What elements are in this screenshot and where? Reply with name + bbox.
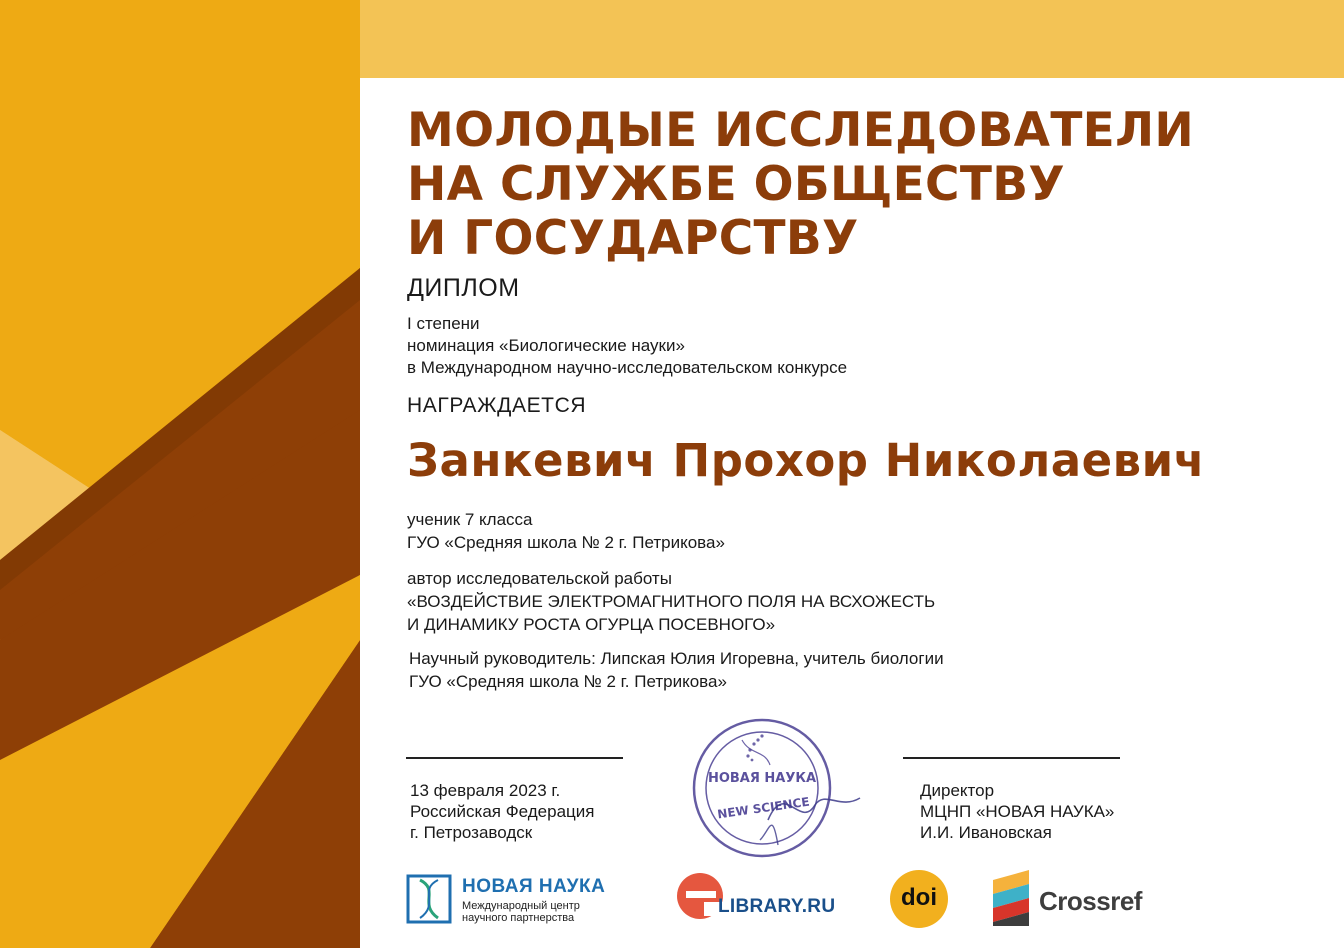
date-place-block [410, 780, 594, 843]
logo-elibrary [676, 868, 846, 924]
stamp-seal-icon [690, 710, 870, 870]
director-block [920, 780, 1114, 843]
decorative-left-panel [0, 0, 360, 948]
recipient-name: Занкевич Прохор Николаевич [407, 434, 1206, 487]
work-title-line: «ВОЗДЕЙСТВИЕ ЭЛЕКТРОМАГНИТНОГО ПОЛЯ НА ВСХОЖЕСТЬ [407, 592, 936, 611]
logo-crossref [993, 868, 1168, 928]
doi-text: doi [901, 884, 937, 911]
signature-line-left [406, 757, 623, 759]
logo-novaya-nauka [406, 870, 636, 928]
document-type: ДИПЛОМ [407, 274, 520, 302]
crossref-text: Crossref [1039, 886, 1142, 916]
work-title-line: И ДИНАМИКУ РОСТА ОГУРЦА ПОСЕВНОГО» [407, 615, 776, 634]
supervisor-info [409, 647, 944, 693]
issue-date: 13 февраля 2023 г. [410, 781, 561, 800]
student-school: ГУО «Средняя школа № 2 г. Петрикова» [407, 533, 725, 552]
logo-nauka-name: НОВАЯ НАУКА [462, 876, 606, 897]
stamp-text-ru: НОВАЯ НАУКА [707, 771, 817, 786]
stamp-text-en: NEW SCIENCE [716, 794, 811, 822]
research-work-info [407, 567, 935, 636]
title-line: НА СЛУЖБЕ ОБЩЕСТВУ [407, 157, 1065, 212]
director-title: Директор [920, 781, 995, 800]
title-line: МОЛОДЫЕ ИССЛЕДОВАТЕЛИ [407, 103, 1195, 158]
logo-nauka-sub-line: Международный центр [462, 900, 580, 912]
supervisor-line: Научный руководитель: Липская Юлия Игоревна, учитель биологии [409, 649, 944, 668]
dna-icon [406, 874, 452, 924]
student-grade: ученик 7 класса [407, 510, 533, 529]
title-line: И ГОСУДАРСТВУ [407, 211, 859, 266]
student-info [407, 508, 725, 554]
awarded-label: НАГРАЖДАЕТСЯ [407, 394, 587, 417]
supervisor-school: ГУО «Средняя школа № 2 г. Петрикова» [409, 672, 727, 691]
elibrary-text: LIBRARY.RU [718, 896, 836, 917]
logo-doi [890, 870, 950, 930]
director-org: МЦНП «НОВАЯ НАУКА» [920, 802, 1115, 821]
issue-city: г. Петрозаводск [410, 823, 533, 842]
logo-nauka-subtitle [462, 900, 580, 924]
nomination-line: номинация «Биологические науки» [407, 336, 685, 355]
contest-title [407, 104, 1194, 266]
degree-block [407, 313, 847, 379]
director-name: И.И. Ивановская [920, 823, 1052, 842]
signature-line-right [903, 757, 1120, 759]
top-band [360, 0, 1344, 78]
issue-country: Российская Федерация [410, 802, 595, 821]
crossref-icon [993, 870, 1037, 928]
work-label: автор исследовательской работы [407, 569, 672, 588]
degree-line: I степени [407, 314, 480, 333]
contest-line: в Международном научно-исследовательском конкурсе [407, 358, 848, 377]
logo-nauka-sub-line: научного партнерства [462, 912, 575, 924]
